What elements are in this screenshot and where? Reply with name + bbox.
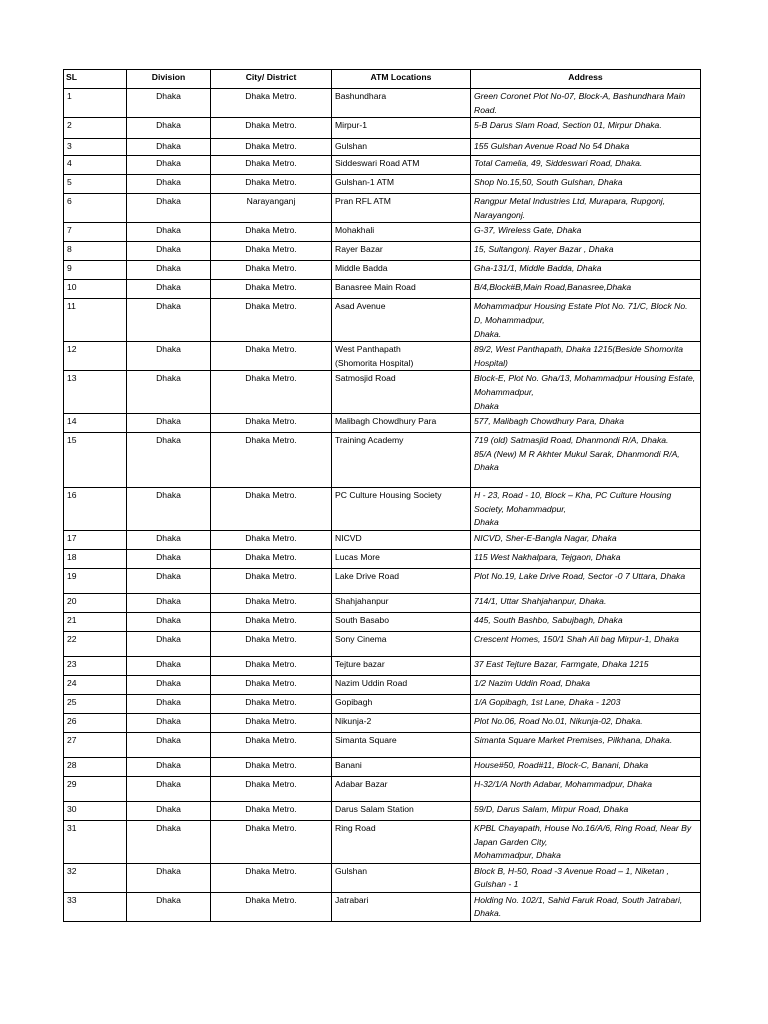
row-atm-location: Gopibagh [332,694,471,713]
row-address: Total Camelia, 49, Siddeswari Road, Dhaka. [471,156,701,175]
row-address: 714/1, Uttar Shahjahanpur, Dhaka. [471,593,701,612]
row-atm-location: Gulshan-1 ATM [332,175,471,194]
row-address: B/4,Block#B,Main Road,Banasree,Dhaka [471,280,701,299]
table-row [64,732,701,757]
row-division: Dhaka [127,593,211,612]
row-division: Dhaka [127,280,211,299]
table-row [64,261,701,280]
table-row [64,280,701,299]
row-city-district: Narayanganj [211,194,332,223]
row-address: Mohammadpur Housing Estate Plot No. 71/C, Block No. D, Mohammadpur, Dhaka. [471,299,701,342]
table-row [64,694,701,713]
table-row [64,223,701,242]
table-row [64,801,701,820]
row-address: Shop No.15,50, South Gulshan, Dhaka [471,175,701,194]
table-row [64,631,701,656]
row-sl: 12 [64,342,127,371]
row-city-district: Dhaka Metro. [211,433,332,488]
row-city-district: Dhaka Metro. [211,776,332,801]
row-address: 59/D, Darus Salam, Mirpur Road, Dhaka [471,801,701,820]
row-atm-location: Lucas More [332,549,471,568]
row-sl: 20 [64,593,127,612]
row-sl: 6 [64,194,127,223]
row-division: Dhaka [127,223,211,242]
table-row [64,175,701,194]
row-sl: 28 [64,757,127,776]
row-address: 89/2, West Panthapath, Dhaka 1215(Beside Shomorita Hospital) [471,342,701,371]
table-row [64,194,701,223]
row-address: KPBL Chayapath, House No.16/A/6, Ring Road, Near By Japan Garden City, Mohammadpur, Dhaka [471,820,701,863]
table-row [64,863,701,892]
row-atm-location: Satmosjid Road [332,371,471,414]
table-row [64,656,701,675]
row-address: Gha-131/1, Middle Badda, Dhaka [471,261,701,280]
row-atm-location: Mohakhali [332,223,471,242]
row-address: H-32/1/A North Adabar, Mohammadpur, Dhaka [471,776,701,801]
row-sl: 16 [64,488,127,531]
row-city-district: Dhaka Metro. [211,242,332,261]
row-city-district: Dhaka Metro. [211,656,332,675]
row-sl: 23 [64,656,127,675]
table-row [64,892,701,921]
table-row [64,593,701,612]
row-sl: 21 [64,612,127,631]
table-row [64,820,701,863]
row-city-district: Dhaka Metro. [211,488,332,531]
header-atm-locations: ATM Locations [332,70,471,89]
row-address: Plot No.06, Road No.01, Nikunja-02, Dhaka. [471,713,701,732]
table-row [64,139,701,156]
row-division: Dhaka [127,118,211,139]
row-division: Dhaka [127,342,211,371]
row-sl: 1 [64,89,127,118]
row-address: Green Coronet Plot No-07, Block-A, Bashundhara Main Road. [471,89,701,118]
table-body [64,89,701,922]
row-division: Dhaka [127,194,211,223]
row-atm-location: Banasree Main Road [332,280,471,299]
row-sl: 33 [64,892,127,921]
table-row [64,757,701,776]
row-address: 1/2 Nazim Uddin Road, Dhaka [471,675,701,694]
row-atm-location: Gulshan [332,139,471,156]
row-city-district: Dhaka Metro. [211,820,332,863]
row-sl: 3 [64,139,127,156]
row-division: Dhaka [127,568,211,593]
table-row [64,713,701,732]
row-city-district: Dhaka Metro. [211,713,332,732]
row-city-district: Dhaka Metro. [211,261,332,280]
row-sl: 26 [64,713,127,732]
row-city-district: Dhaka Metro. [211,593,332,612]
row-sl: 25 [64,694,127,713]
row-division: Dhaka [127,757,211,776]
row-division: Dhaka [127,371,211,414]
row-sl: 22 [64,631,127,656]
table-row [64,242,701,261]
row-sl: 19 [64,568,127,593]
row-sl: 9 [64,261,127,280]
row-division: Dhaka [127,139,211,156]
table-row [64,414,701,433]
row-city-district: Dhaka Metro. [211,757,332,776]
row-city-district: Dhaka Metro. [211,175,332,194]
row-atm-location: Shahjahanpur [332,593,471,612]
table-row [64,89,701,118]
table-row [64,342,701,371]
row-address: 1/A Gopibagh, 1st Lane, Dhaka - 1203 [471,694,701,713]
row-division: Dhaka [127,631,211,656]
row-address: 577, Malibagh Chowdhury Para, Dhaka [471,414,701,433]
row-atm-location: Ring Road [332,820,471,863]
row-city-district: Dhaka Metro. [211,139,332,156]
row-division: Dhaka [127,89,211,118]
row-sl: 11 [64,299,127,342]
row-sl: 32 [64,863,127,892]
row-atm-location: Middle Badda [332,261,471,280]
row-atm-location: Malibagh Chowdhury Para [332,414,471,433]
row-sl: 10 [64,280,127,299]
row-sl: 15 [64,433,127,488]
row-sl: 29 [64,776,127,801]
row-city-district: Dhaka Metro. [211,549,332,568]
row-address: Holding No. 102/1, Sahid Faruk Road, South Jatrabari, Dhaka. [471,892,701,921]
row-city-district: Dhaka Metro. [211,530,332,549]
row-city-district: Dhaka Metro. [211,118,332,139]
row-division: Dhaka [127,299,211,342]
row-city-district: Dhaka Metro. [211,568,332,593]
row-division: Dhaka [127,612,211,631]
row-division: Dhaka [127,820,211,863]
header-city-district: City/ District [211,70,332,89]
row-address: Block-E, Plot No. Gha/13, Mohammadpur Housing Estate, Mohammadpur, Dhaka [471,371,701,414]
row-city-district: Dhaka Metro. [211,156,332,175]
table-row [64,488,701,531]
row-address: 5-B Darus Slam Road, Section 01, Mirpur Dhaka. [471,118,701,139]
row-address: Block B, H-50, Road -3 Avenue Road – 1, Niketan , Gulshan - 1 [471,863,701,892]
row-sl: 7 [64,223,127,242]
row-division: Dhaka [127,656,211,675]
row-city-district: Dhaka Metro. [211,371,332,414]
table-row [64,156,701,175]
row-division: Dhaka [127,530,211,549]
row-division: Dhaka [127,776,211,801]
row-city-district: Dhaka Metro. [211,414,332,433]
row-atm-location: Sony Cinema [332,631,471,656]
row-address: Simanta Square Market Premises, Pilkhana, Dhaka. [471,732,701,757]
row-sl: 5 [64,175,127,194]
table-row [64,568,701,593]
row-atm-location: Lake Drive Road [332,568,471,593]
row-sl: 13 [64,371,127,414]
row-division: Dhaka [127,488,211,531]
table-row [64,299,701,342]
row-city-district: Dhaka Metro. [211,675,332,694]
row-division: Dhaka [127,156,211,175]
row-address: Plot No.19, Lake Drive Road, Sector -0 7 Uttara, Dhaka [471,568,701,593]
row-city-district: Dhaka Metro. [211,223,332,242]
row-sl: 2 [64,118,127,139]
row-division: Dhaka [127,175,211,194]
row-city-district: Dhaka Metro. [211,280,332,299]
row-atm-location: Pran RFL ATM [332,194,471,223]
row-division: Dhaka [127,694,211,713]
atm-locations-table [63,69,701,922]
table-row [64,612,701,631]
row-sl: 24 [64,675,127,694]
row-address: 719 (old) Satmasjid Road, Dhanmondi R/A, Dhaka. 85/A (New) M R Akhter Mukul Sarak, Dhanmondi R/A, Dhaka [471,433,701,488]
row-atm-location: Darus Salam Station [332,801,471,820]
row-sl: 27 [64,732,127,757]
row-city-district: Dhaka Metro. [211,694,332,713]
table-row [64,549,701,568]
row-division: Dhaka [127,549,211,568]
row-sl: 8 [64,242,127,261]
row-division: Dhaka [127,732,211,757]
table-row [64,530,701,549]
row-address: 155 Gulshan Avenue Road No 54 Dhaka [471,139,701,156]
row-address: 445, South Bashbo, Sabujbagh, Dhaka [471,612,701,631]
row-division: Dhaka [127,675,211,694]
row-atm-location: Tejture bazar [332,656,471,675]
row-atm-location: Bashundhara [332,89,471,118]
row-atm-location: Training Academy [332,433,471,488]
row-division: Dhaka [127,433,211,488]
row-division: Dhaka [127,242,211,261]
table-row [64,433,701,488]
row-sl: 4 [64,156,127,175]
header-sl: SL [64,70,127,89]
row-division: Dhaka [127,713,211,732]
row-atm-location: Nikunja-2 [332,713,471,732]
row-division: Dhaka [127,414,211,433]
row-atm-location: Nazim Uddin Road [332,675,471,694]
table-header-row [64,70,701,89]
row-atm-location: Mirpur-1 [332,118,471,139]
row-city-district: Dhaka Metro. [211,89,332,118]
table-row [64,371,701,414]
row-sl: 18 [64,549,127,568]
row-city-district: Dhaka Metro. [211,863,332,892]
row-division: Dhaka [127,261,211,280]
row-atm-location: NICVD [332,530,471,549]
row-address: 15, Sultangonj. Rayer Bazar , Dhaka [471,242,701,261]
row-address: Crescent Homes, 150/1 Shah Ali bag Mirpur-1, Dhaka [471,631,701,656]
table-row [64,675,701,694]
row-city-district: Dhaka Metro. [211,631,332,656]
row-division: Dhaka [127,801,211,820]
row-city-district: Dhaka Metro. [211,342,332,371]
row-atm-location: Siddeswari Road ATM [332,156,471,175]
row-atm-location: Adabar Bazar [332,776,471,801]
row-address: G-37, Wireless Gate, Dhaka [471,223,701,242]
row-atm-location: West Panthapath (Shomorita Hospital) [332,342,471,371]
row-address: House#50, Road#11, Block-C, Banani, Dhaka [471,757,701,776]
row-sl: 17 [64,530,127,549]
row-atm-location: Simanta Square [332,732,471,757]
row-atm-location: Asad Avenue [332,299,471,342]
row-city-district: Dhaka Metro. [211,299,332,342]
row-division: Dhaka [127,863,211,892]
row-address: H - 23, Road - 10, Block – Kha, PC Culture Housing Society, Mohammadpur, Dhaka [471,488,701,531]
row-atm-location: Gulshan [332,863,471,892]
row-address: 37 East Tejture Bazar, Farmgate, Dhaka 1215 [471,656,701,675]
row-address: Rangpur Metal Industries Ltd, Murapara, Rupgonj, Narayangonj. [471,194,701,223]
header-division: Division [127,70,211,89]
row-address: NICVD, Sher-E-Bangla Nagar, Dhaka [471,530,701,549]
row-city-district: Dhaka Metro. [211,892,332,921]
row-division: Dhaka [127,892,211,921]
row-atm-location: Banani [332,757,471,776]
table-row [64,118,701,139]
row-city-district: Dhaka Metro. [211,801,332,820]
row-city-district: Dhaka Metro. [211,612,332,631]
row-atm-location: Jatrabari [332,892,471,921]
table-row [64,776,701,801]
row-sl: 14 [64,414,127,433]
row-sl: 31 [64,820,127,863]
header-address: Address [471,70,701,89]
row-sl: 30 [64,801,127,820]
row-atm-location: South Basabo [332,612,471,631]
row-atm-location: PC Culture Housing Society [332,488,471,531]
row-atm-location: Rayer Bazar [332,242,471,261]
row-city-district: Dhaka Metro. [211,732,332,757]
row-address: 115 West Nakhalpara, Tejgaon, Dhaka [471,549,701,568]
